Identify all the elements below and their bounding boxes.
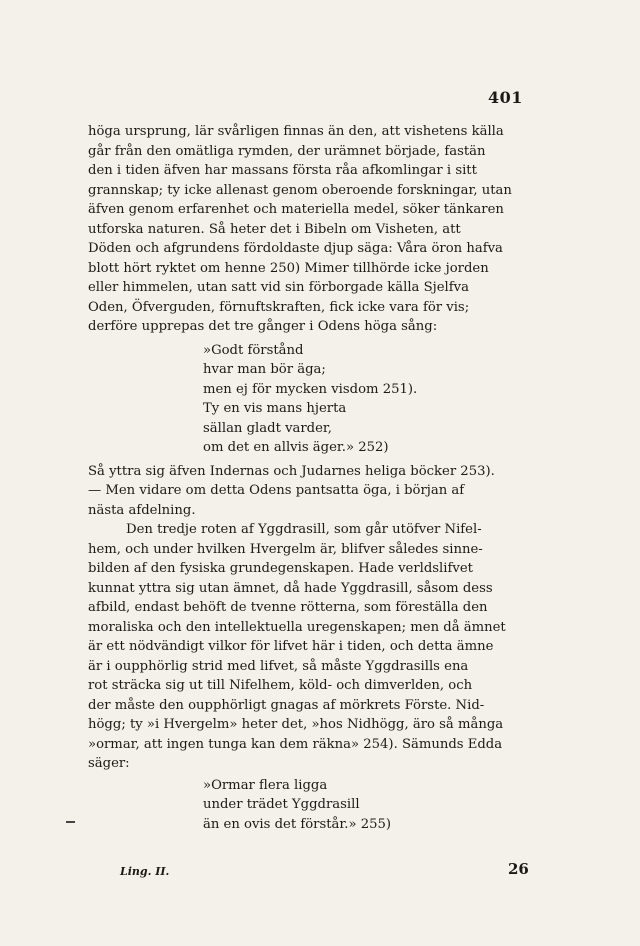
text-line: den i tiden äfven har massans första råa afkomlingar i sitt xyxy=(88,163,477,178)
text-line: högg; ty »i Hvergelm» heter det, »hos Nidhögg, äro så många xyxy=(88,717,504,732)
footer-signature: Ling. II. xyxy=(120,865,170,878)
paragraph-1 xyxy=(88,122,544,337)
verse-quote-2 xyxy=(88,776,544,835)
text-line: säger: xyxy=(88,756,130,771)
text-line: blott hört ryktet om henne 250) Mimer tillhörde icke jorden xyxy=(88,260,489,276)
verse-line: om det en allvis äger.» 252) xyxy=(203,440,389,455)
paragraph-2 xyxy=(88,462,544,521)
text-line: moraliska och den intellektuella uregenskapen; men då ämnet xyxy=(88,619,506,635)
text-line: hem, och under hvilken Hvergelm är, blifver således sinne- xyxy=(88,541,483,557)
text-line: afbild, endast behöft de tvenne rötterna, som föreställa den xyxy=(88,600,488,615)
text-line: Döden och afgrundens fördoldaste djup säga: Våra öron hafva xyxy=(88,241,503,256)
text-line: bilden af den fysiska grundegenskapen. Hade verldslifvet xyxy=(88,561,473,576)
text-line: höga ursprung, lär svårligen finnas än den, att vishetens källa xyxy=(88,124,504,139)
verse-line: Ty en vis mans hjerta xyxy=(203,401,347,416)
text-line: nästa afdelning. xyxy=(88,502,196,518)
text-line: Oden, Öfverguden, förnuftskraften, fick icke vara för vis; xyxy=(88,299,470,315)
text-line: grannskap; ty icke allenast genom oberoende forskningar, utan xyxy=(88,182,512,198)
text-line: utforska naturen. Så heter det i Bibeln om Visheten, att xyxy=(88,221,461,237)
text-line: — Men vidare om detta Odens pantsatta öga, i början af xyxy=(88,483,465,498)
paragraph-3 xyxy=(88,520,544,774)
margin-mark xyxy=(66,821,75,823)
page-number: 401 xyxy=(488,88,523,107)
text-line: Så yttra sig äfven Indernas och Judarnes heliga böcker 253). xyxy=(88,463,495,479)
text-line: der måste den oupphörligt gnagas af mörkrets Förste. Nid- xyxy=(88,697,485,713)
text-line: kunnat yttra sig utan ämnet, då hade Yggdrasill, såsom dess xyxy=(88,580,493,596)
text-line: går från den omätliga rymden, der urämnet började, fastän xyxy=(88,143,486,159)
verse-quote-1 xyxy=(88,341,544,458)
verse-line: men ej för mycken visdom 251). xyxy=(203,381,418,397)
verse-line: under trädet Yggdrasill xyxy=(203,797,360,812)
text-line: är ett nödvändigt vilkor för lifvet här i tiden, och detta ämne xyxy=(88,639,494,654)
footer-sheet-number: 26 xyxy=(508,860,529,878)
text-line: eller himmelen, utan satt vid sin förborgade källa Sjelfva xyxy=(88,280,469,295)
verse-line: »Ormar flera ligga xyxy=(203,777,328,793)
text-line: är i oupphörlig strid med lifvet, så måste Yggdrasills ena xyxy=(88,658,469,674)
text-line: Den tredje roten af Yggdrasill, som går utöfver Nifel- xyxy=(126,522,482,537)
text-line: äfven genom erfarenhet och materiella medel, söker tänkaren xyxy=(88,202,504,217)
verse-line: än en ovis det förstår.» 255) xyxy=(203,816,392,832)
text-line: derföre upprepas det tre gånger i Odens höga sång: xyxy=(88,319,438,334)
text-line: »ormar, att ingen tunga kan dem räkna» 254). Sämunds Edda xyxy=(88,736,503,752)
verse-line: »Godt förstånd xyxy=(203,342,304,358)
verse-line: hvar man bör äga; xyxy=(203,362,326,377)
page-body xyxy=(88,122,544,834)
text-line: rot sträcka sig ut till Nifelhem, köld- och dimverlden, och xyxy=(88,678,473,693)
verse-line: sällan gladt varder, xyxy=(203,420,332,436)
